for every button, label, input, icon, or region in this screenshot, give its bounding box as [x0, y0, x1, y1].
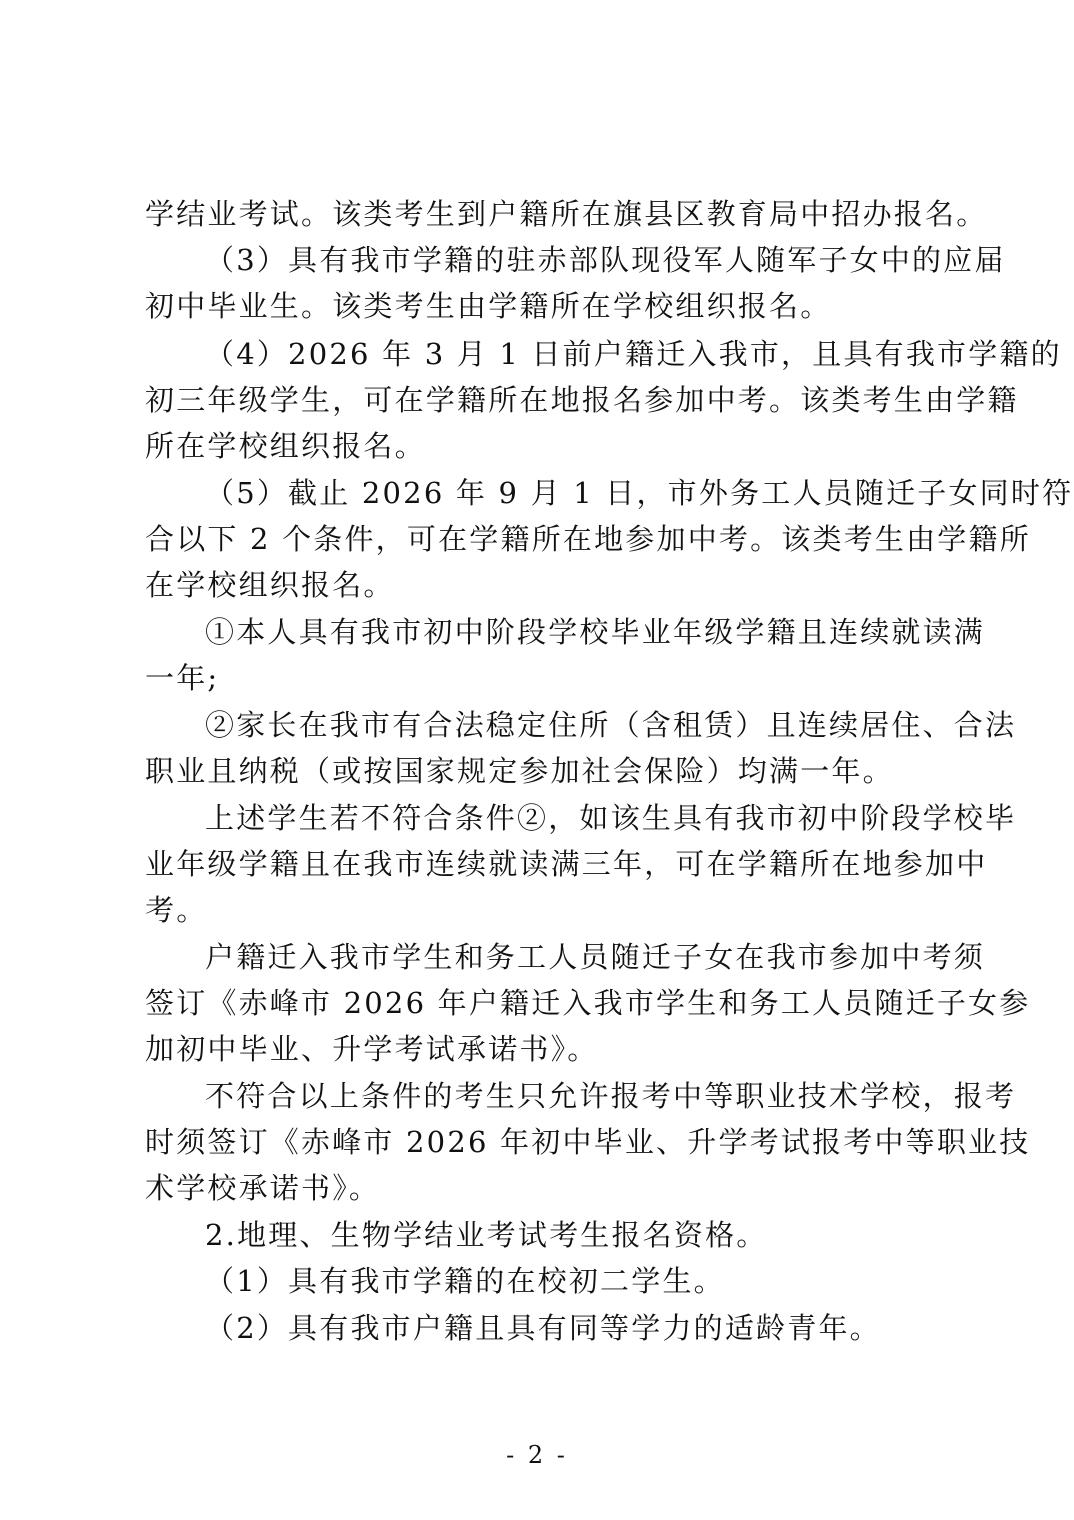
text-line: 一年; [145, 661, 220, 695]
text-line: 加初中毕业、升学考试承诺书》。 [145, 1032, 599, 1066]
text-line: （2）具有我市户籍且具有同等学力的适龄青年。 [205, 1311, 881, 1345]
text-line: 不符合以上条件的考生只允许报考中等职业技术学校，报考 [205, 1079, 1017, 1113]
text-line: 2.地理、生物学结业考试考生报名资格。 [205, 1218, 768, 1252]
text-line: （3）具有我市学籍的驻赤部队现役军人随军子女中的应届 [205, 243, 1006, 277]
text-line: 户籍迁入我市学生和务工人员随迁子女在我市参加中考须 [205, 940, 986, 974]
text-line: 签订《赤峰市 2026 年户籍迁入我市学生和务工人员随迁子女参 [145, 986, 1031, 1020]
text-line: 业年级学籍且在我市连续就读满三年，可在学籍所在地参加中 [145, 847, 988, 881]
text-line: 考。 [145, 893, 208, 927]
text-line: 学结业考试。该类考生到户籍所在旗县区教育局中招办报名。 [145, 197, 988, 231]
text-line: 合以下 2 个条件，可在学籍所在地参加中考。该类考生由学籍所 [145, 522, 1031, 556]
text-line: 初中毕业生。该类考生由学籍所在学校组织报名。 [145, 289, 832, 323]
text-line: （5）截止 2026 年 9 月 1 日，市外务工人员随迁子女同时符 [205, 476, 1074, 510]
text-line: 所在学校组织报名。 [145, 429, 426, 463]
text-line: 职业且纳税（或按国家规定参加社会保险）均满一年。 [145, 754, 894, 788]
text-line: （4）2026 年 3 月 1 日前户籍迁入我市，且具有我市学籍的 [205, 337, 1062, 371]
text-line: 术学校承诺书》。 [145, 1171, 381, 1205]
text-line: 时须签订《赤峰市 2026 年初中毕业、升学考试报考中等职业技 [145, 1125, 1031, 1159]
text-line: 初三年级学生，可在学籍所在地报名参加中考。该类考生由学籍 [145, 383, 1019, 417]
text-line: ②家长在我市有合法稳定住所（含租赁）且连续居住、合法 [205, 708, 1017, 742]
page-number: - 2 - [506, 1441, 568, 1469]
text-line: 在学校组织报名。 [145, 568, 395, 602]
text-line: 上述学生若不符合条件②，如该生具有我市初中阶段学校毕 [205, 801, 1017, 835]
text-line: （1）具有我市学籍的在校初二学生。 [205, 1264, 725, 1298]
text-line: ①本人具有我市初中阶段学校毕业年级学籍且连续就读满 [205, 615, 986, 649]
